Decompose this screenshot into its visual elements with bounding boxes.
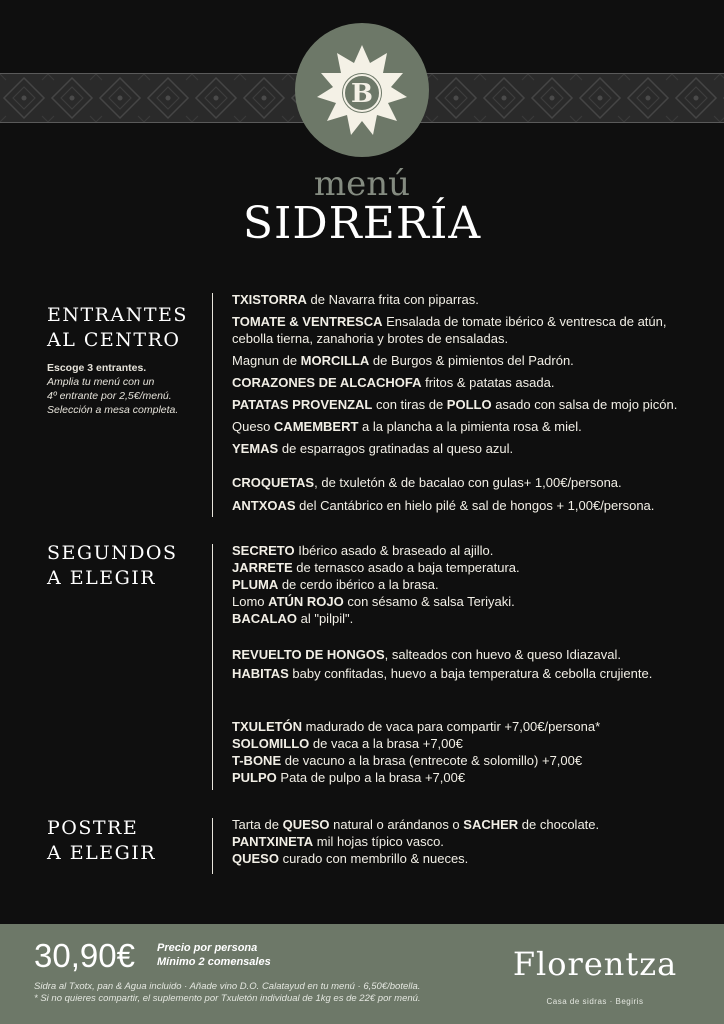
- dish-name: CROQUETAS: [232, 475, 315, 490]
- dish-description: Magnun de: [232, 353, 301, 368]
- dish-name: POLLO: [446, 397, 492, 412]
- section-divider-line: [212, 818, 213, 874]
- dish-name: T-BONE: [232, 753, 282, 768]
- dish-description: de vaca a la brasa +7,00€: [309, 736, 463, 751]
- section-title-line: SEGUNDOS: [47, 542, 178, 564]
- section-title-entrantes: [47, 303, 188, 353]
- dish-description: cebolla tierna, zanahoria y brotes de ensaladas.: [232, 331, 509, 346]
- menu-item: [232, 396, 677, 413]
- dish-description: Ibérico asado & braseado al ajillo.: [294, 543, 494, 558]
- menu-item: [232, 330, 677, 347]
- note-line: 4º entrante por 2,5€/menú.: [47, 390, 172, 402]
- dish-description: mil hojas típico vasco.: [313, 834, 444, 849]
- dish-name: PANTXINETA: [232, 834, 314, 849]
- menu-item: [232, 735, 652, 752]
- dish-description: al "pilpil".: [297, 611, 354, 626]
- dish-description: del Cantábrico en hielo pilé & sal de hongos + 1,00€/persona.: [295, 498, 655, 513]
- menu-item: [232, 474, 677, 491]
- dish-description: baby confitadas, huevo a baja temperatura & cebolla crujiente.: [288, 666, 653, 681]
- dish-name: ATÚN ROJO: [268, 594, 344, 609]
- dish-name: TOMATE & VENTRESCA: [232, 314, 383, 329]
- footer-fine-print: [34, 981, 421, 1005]
- dish-name: SACHER: [463, 817, 519, 832]
- dish-name: QUESO: [282, 817, 330, 832]
- menu-item: [232, 291, 677, 308]
- menu-item: [232, 313, 677, 330]
- menu-item: [232, 352, 677, 369]
- dish-description: Queso: [232, 419, 274, 434]
- menu-item: [232, 559, 652, 576]
- note-line: Amplia tu menú con un: [47, 376, 155, 388]
- menu-item: [232, 497, 677, 514]
- section-title-line: ENTRANTES: [47, 304, 188, 326]
- menu-item: [232, 816, 599, 833]
- dish-name: TXULETÓN: [232, 719, 303, 734]
- dish-name: REVUELTO DE HONGOS: [232, 647, 385, 662]
- section-title-line: AL CENTRO: [47, 329, 181, 351]
- dish-name: MORCILLA: [300, 353, 370, 368]
- dish-name: BACALAO: [232, 611, 297, 626]
- dish-description: de ternasco asado a baja temperatura.: [292, 560, 520, 575]
- dish-description: de Navarra frita con piparras.: [306, 292, 479, 307]
- dish-description: natural o arándanos o: [329, 817, 464, 832]
- postre-items: [232, 816, 599, 867]
- menu-item: [232, 718, 652, 735]
- dish-name: CAMEMBERT: [273, 419, 359, 434]
- menu-item: [232, 374, 677, 391]
- brand-subtitle: Casa de sidras · Begiris: [546, 997, 644, 1006]
- dish-name: TXISTORRA: [232, 292, 307, 307]
- dish-description: fritos & patatas asada.: [421, 375, 555, 390]
- entrantes-note: [47, 361, 178, 417]
- dish-name: SECRETO: [232, 543, 295, 558]
- menu-item: [232, 610, 652, 627]
- menu-item: [232, 440, 677, 457]
- menu-item: [232, 593, 652, 610]
- section-title-line: A ELEGIR: [47, 842, 157, 864]
- dish-description: Pata de pulpo a la brasa +7,00€: [276, 770, 466, 785]
- dish-description: de chocolate.: [518, 817, 600, 832]
- logo-letter: B: [351, 79, 373, 109]
- menu-item: [232, 752, 652, 769]
- menu-item: [232, 542, 652, 559]
- section-divider-line: [212, 544, 213, 790]
- dish-name: PATATAS PROVENZAL: [232, 397, 373, 412]
- sidreria-logo: [295, 23, 429, 157]
- dish-name: YEMAS: [232, 441, 279, 456]
- dish-description: curado con membrillo & nueces.: [278, 851, 469, 866]
- menu-item: [232, 833, 599, 850]
- section-title-line: A ELEGIR: [47, 567, 157, 589]
- fine-print-line: Sidra al Txotx, pan & Agua incluido · Añade vino D.O. Calatayud en tu menú · 6,50€/botella.: [34, 981, 421, 992]
- title-small: menú: [313, 164, 411, 204]
- dish-name: PLUMA: [232, 577, 279, 592]
- dish-description: de Burgos & pimientos del Padrón.: [369, 353, 574, 368]
- menu-item: [232, 418, 677, 435]
- dish-name: QUESO: [232, 851, 279, 866]
- price-note: [157, 941, 271, 969]
- dish-description: Tarta de: [232, 817, 283, 832]
- page-title: SIDRERÍA: [242, 198, 482, 249]
- price-note-line: Precio por persona: [157, 942, 258, 954]
- dish-description: a la plancha a la pimienta rosa & miel.: [358, 419, 582, 434]
- dish-description: con tiras de: [372, 397, 447, 412]
- dish-description: asado con salsa de mojo picón.: [491, 397, 678, 412]
- section-divider-line: [212, 293, 213, 517]
- dish-name: SOLOMILLO: [232, 736, 310, 751]
- price-note-line: Mínimo 2 comensales: [157, 956, 271, 968]
- dish-description: de vacuno a la brasa (entrecote & solomillo) +7,00€: [281, 753, 583, 768]
- menu-item: [232, 850, 599, 867]
- menu-item: [232, 576, 652, 593]
- menu-item: [232, 769, 652, 786]
- menu-item: [232, 646, 652, 663]
- dish-description: Ensalada de tomate ibérico & ventresca de atún,: [382, 314, 667, 329]
- dish-description: madurado de vaca para compartir +7,00€/persona*: [302, 719, 601, 734]
- note-line: Selección a mesa completa.: [47, 404, 179, 416]
- dish-name: JARRETE: [232, 560, 293, 575]
- menu-price: 30,90€: [34, 937, 135, 974]
- dish-name: PULPO: [232, 770, 277, 785]
- fine-print-line: * Si no quieres compartir, el suplemento por Txuletón individual de 1kg es de 22€ por menú.: [34, 993, 421, 1004]
- segundos-items: [232, 542, 652, 786]
- note-strong: Escoge 3 entrantes.: [47, 362, 147, 374]
- dish-description: de esparragos gratinadas al queso azul.: [278, 441, 514, 456]
- dish-name: CORAZONES DE ALCACHOFA: [232, 375, 422, 390]
- dish-name: ANTXOAS: [232, 498, 296, 513]
- dish-description: Lomo: [232, 594, 269, 609]
- section-title-postre: [47, 816, 156, 866]
- section-title-segundos: [47, 541, 178, 591]
- dish-description: con sésamo & salsa Teriyaki.: [343, 594, 515, 609]
- dish-description: , de txuletón & de bacalao con gulas+ 1,00€/persona.: [314, 475, 622, 490]
- dish-name: HABITAS: [232, 666, 289, 681]
- brand-logo: Florentza: [512, 945, 678, 983]
- dish-description: , salteados con huevo & queso Idiazaval.: [384, 647, 621, 662]
- section-title-line: POSTRE: [47, 817, 139, 839]
- entrantes-items: [232, 291, 677, 514]
- dish-description: de cerdo ibérico a la brasa.: [278, 577, 439, 592]
- menu-item: [232, 665, 652, 682]
